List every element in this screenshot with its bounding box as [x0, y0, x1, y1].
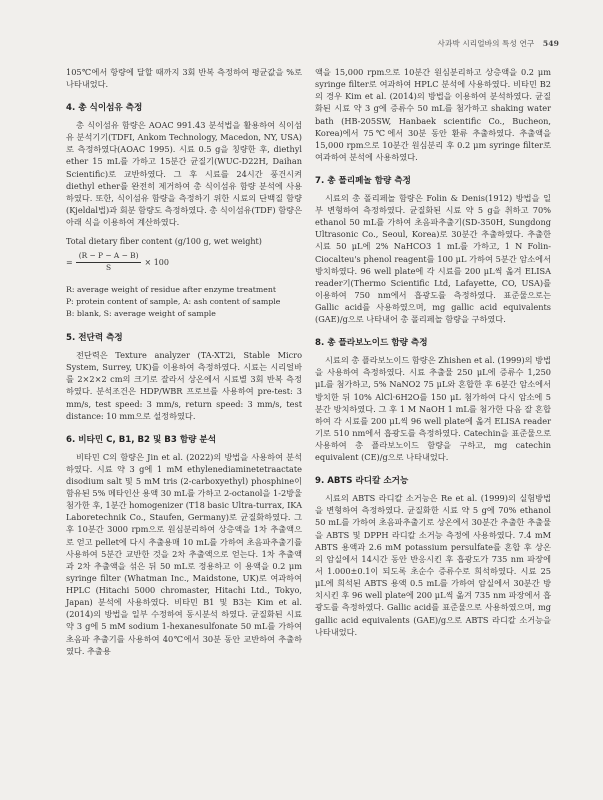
section-heading-polyphenol: 7. 총 폴리페놀 함량 측정 — [315, 176, 411, 187]
section-heading-tdf: 4. 총 식이섬유 측정 — [66, 103, 143, 114]
section-body-flavonoid: 시료의 총 플라보노이드 함량은 Zhishen et al. (1999)의 방법을 사용하여 측정하였다. 시료 추출물 250 μL에 증류수 1,250 μL를 첨가하고, 5% NaNO2 75 μL와 혼합한 후 6분간 암소에서 방치한 뒤 10% AlCl·6H2O를 150 μL 첨가하여 다시 암소에 5분간 방치하였다. 그 후 1 M NaOH 1 mL를 첨가한 다음 잘 혼합하여 각 시료를 200 μL씩 96 well plate에 옮겨 ELISA reader기로 510 nm에서 흡광도를 측정하였다. Catechin을 표준물으로 사용하여 총 플라보노이드 함량을 구하고, mg catechin equivalent (CE)/g으로 나타내었다. — [315, 355, 552, 463]
section-heading-flavonoid: 8. 총 플라보노이드 함량 측정 — [315, 338, 428, 349]
section-body-vitamin: 비타민 C의 함량은 Jin et al. (2022)의 방법을 사용하여 분석하였다. 시료 약 3 g에 1 mM ethylenediaminetetraactate disodium salt 및 5 mM tris (2-carboxyethyl) phosphine이 함유된 5% 메타인산 용액 30 mL를 가하고 2-octanol을 1-2방울 첨가한 후, 1분간 homogenizer (T18 basic Ultra-turrax, IKA Laboretechnik Co., Staufen, Germany)로 균질화하였다. 그 후 10분간 3000 rpm으로 원심분리하여 상층액을 1차 추출액으로 얻고 pellet에 다시 추출용매 10 mL를 가하여 초음파추출기를 사용하여 5분간 교반한 것을 2차 추출액으로 얻는다. 1차 추출액과 2차 추출액을 섞은 뒤 50 mL로 정용하고 이 용액을 0.2 μm syringe filter (Whatman Inc., Maidstone, UK)로 여과하여 HPLC (Hitachi 5000 chromaster, Hitachi Ltd., Tokyo, Japan) 분석에 사용하였다. 비타민 B1 및 B3는 Kim et al. (2014)의 방법을 일부 수정하여 동시분석 하였다. 균질화된 시료 약 3 g에 5 mM sodium 1-hexanesulfonate 50 mL를 가하여 초음파 추출기를 사용하여 40℃에서 30분 동안 교반하여 추출하였다. 추출용 — [66, 451, 302, 656]
section-body-abts: 시료의 ABTS 라디칼 소거능은 Re et al. (1999)의 실험방법을 변형하여 측정하였다. 균질화한 시료 약 5 g에 70% ethanol 50 mL를 가하여 초음파추출기로 상온에서 30분간 추출한 추출물을 ABTS 및 DPPH 라디칼 소거능 측정에 사용하였다. 7.4 mM ABTS 용액과 2.6 mM potassium persulfate를 혼합 후 상온의 암실에서 14시간 동안 반응시킨 후 흡광도가 735 nm 파장에서 1.000±0.1이 되도록 초순수 증류수로 희석하였다. 시료 25 μL에 희석된 ABTS 용액 0.5 mL를 가하여 암실에서 30분간 방치시킨 후 96 well plate에 200 μL씩 옮겨 735 nm 파장에서 흡광도를 측정하였다. Gallic acid를 표준물으로 사용하였으며, mg gallic acid equivalents (GAE)/g으로 ABTS 라디칼 소거능을 나타내었다. — [315, 493, 551, 637]
section-heading-shear: 5. 전단력 측정 — [66, 333, 123, 344]
formula-title: Total dietary fiber content (g/100 g, wet weight) — [66, 237, 262, 247]
section-body-polyphenol: 시료의 총 폴리페놀 함량은 Folin & Denis(1912) 방법을 일부 변형하여 측정하였다. 균질화된 시료 약 5 g을 취하고 70% ethanol 50 mL를 가하여 초음파추출기(SD-350H, Sungdong Ultrasonic Co., Seoul, Korea)로 30분간 추출하였다. 추출한 시료 50 μL에 2% NaHCO3 1 mL를 가하고, 1 N Folin-Ciocalteu's phenol reagent를 100 μL 가하여 5분간 암소에서 방치하였다. 96 well plate에 각 시료를 200 μL씩 옮겨 ELISA reader기(Thermo Scientific Ltd, Lafayette, CO, USA)를 이용하여 750 nm에서 흡광도를 측정하였다. 표준물으로는 Gallic acid를 사용하였으며, mg gallic acid equivalents (GAE)/g으로 나타내어 총 폴리페놀 함량을 구하였다. — [315, 192, 551, 325]
legend-line: P: protein content of sample, A: ash content of sample — [66, 297, 281, 307]
formula-fraction — [76, 251, 142, 274]
formula-factor: × 100 — [144, 257, 169, 267]
left-column — [66, 66, 302, 657]
formula-legend — [66, 284, 302, 320]
running-header — [438, 38, 559, 49]
section-body-tdf: 총 식이섬유 함량은 AOAC 991.43 분석법을 활용하여 식이섬유 분석기기(TDFI, Ankom Technology, Macedon, NY, USA)로 측정하였다(AOAC 1995). 시료 0.5 g을 칭량한 후, diethyl ether 15 mL를 가하고 15분간 균질기(WUC-D22H, Daihan Scientific)로 교반하였다. 그 후 시료를 24시간 풍건시켜 diethyl ether를 완전히 제거하여 총 식이섬유 함량 분석에 사용하였다. 또한, 식이섬유 함량을 측정하기 위한 시료의 단백질 함량(Kjeldal법)과 회분 함량도 측정하였다. 총 식이섬유(TDF) 함량은 아래 식을 이용하여 계산하였다. — [66, 120, 302, 228]
formula-expression: = $\frac{(R - P - A - B)}{S}$ × 100 — [66, 251, 169, 273]
section-body-shear: 전단력은 Texture analyzer (TA-XT2i, Stable Micro System, Surrey, UK)를 이용하여 측정하였다. 시료는 시리얼바를 2×2×2 cm의 크기로 잘라서 상온에서 시료별 3회 반복 측정하였다. 분석조건은 HDP/WBR 프로브를 사용하여 pre-test: 3 mm/s, test speed: 3 mm/s, return speed: 3 mm/s, test distance: 10 mm으로 설정하였다. — [66, 349, 302, 421]
intro-paragraph: 105℃에서 항량에 달할 때까지 3회 반복 측정하여 평균값을 %로 나타내었다. — [66, 67, 302, 90]
formula-denominator: S — [106, 263, 112, 273]
page-number: 549 — [542, 39, 559, 48]
legend-line: B: blank, S: average weight of sample — [66, 309, 216, 319]
continued-paragraph: 액을 15,000 rpm으로 10분간 원심분리하고 상층액을 0.2 μm syringe filter로 여과하여 HPLC 분석에 사용하였다. 비타민 B2의 경우 Kim et al. (2014)의 방법을 이용하여 분석하였다. 균질화된 시료 약 3 g에 증류수 50 mL를 첨가하고 shaking water bath (HB-205SW, Hanbaek scientific Co., Bucheon, Korea)에서 75℃에서 30분 동안 환류 추출하였다. 추출액을 15,000 rpm으로 10분간 원심분리 후 0.2 μm syringe filter로 여과하여 분석에 사용하였다. — [315, 67, 551, 162]
running-header-title: 사과박 시리얼바의 특성 연구 — [437, 39, 535, 48]
right-column — [315, 66, 551, 638]
formula-numerator: (R − P − A − B) — [76, 251, 142, 263]
legend-line: R: average weight of residue after enzyme treatment — [66, 285, 277, 294]
section-heading-vitamin: 6. 비타민 C, B1, B2 및 B3 함량 분석 — [66, 434, 217, 445]
tdf-formula — [66, 236, 302, 274]
section-heading-abts: 9. ABTS 라디칼 소거능 — [315, 476, 409, 487]
